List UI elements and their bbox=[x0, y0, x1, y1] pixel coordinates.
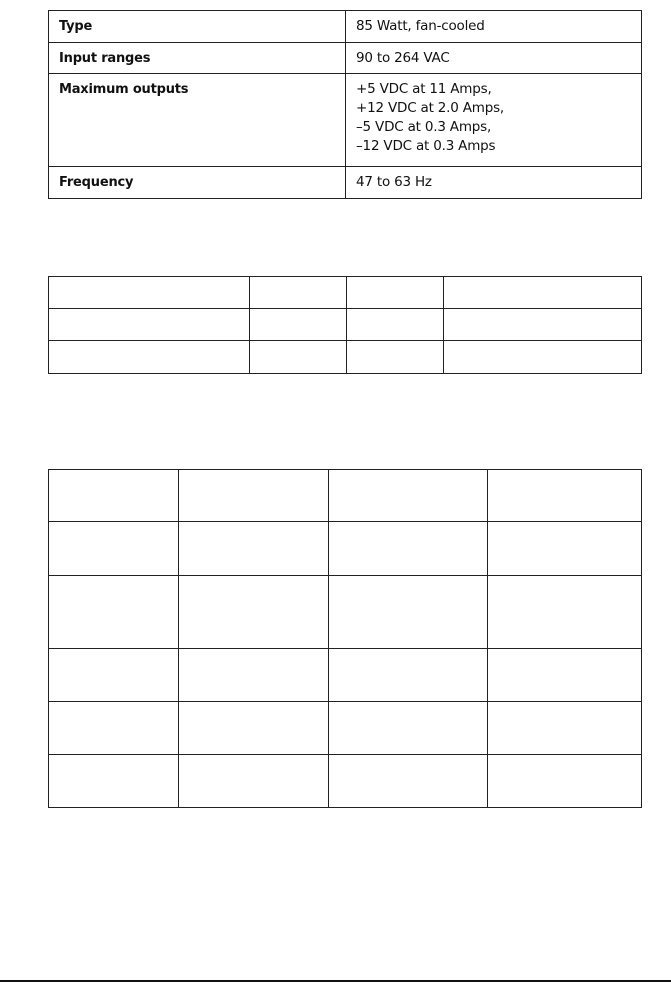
table-cell bbox=[488, 649, 642, 702]
table-cell bbox=[49, 649, 179, 702]
table-cell bbox=[179, 576, 329, 649]
spec-value-line: 90 to 264 VAC bbox=[356, 50, 450, 66]
table-cell bbox=[444, 341, 642, 374]
table-cell bbox=[488, 755, 642, 808]
table-row bbox=[49, 11, 642, 43]
spec-value-frequency bbox=[346, 167, 642, 199]
table-cell bbox=[179, 522, 329, 576]
table-row bbox=[49, 755, 642, 808]
table-cell bbox=[329, 576, 488, 649]
table-cell bbox=[329, 755, 488, 808]
table-cell bbox=[488, 470, 642, 522]
spec-value-maximum-outputs bbox=[346, 74, 642, 167]
table-cell bbox=[179, 755, 329, 808]
spec-value-line: 47 to 63 Hz bbox=[356, 174, 432, 190]
table-cell bbox=[179, 470, 329, 522]
table-cell bbox=[329, 470, 488, 522]
spec-value-line: +5 VDC at 11 Amps, bbox=[356, 81, 492, 97]
table-row bbox=[49, 341, 642, 374]
table-cell bbox=[250, 341, 347, 374]
spec-value-line: –12 VDC at 0.3 Amps bbox=[356, 138, 496, 154]
table-cell bbox=[329, 522, 488, 576]
power-supply-spec-table bbox=[48, 10, 642, 199]
table-cell bbox=[444, 309, 642, 341]
table-row bbox=[49, 522, 642, 576]
table-cell bbox=[179, 649, 329, 702]
table-cell bbox=[49, 470, 179, 522]
spec-label-maximum-outputs: Maximum outputs bbox=[49, 74, 346, 167]
spec-value-line: +12 VDC at 2.0 Amps, bbox=[356, 100, 505, 116]
page-bottom-rule bbox=[0, 980, 671, 982]
table-cell bbox=[347, 309, 444, 341]
table-row bbox=[49, 43, 642, 74]
spec-label-type: Type bbox=[49, 11, 346, 43]
table-cell bbox=[49, 576, 179, 649]
table-cell bbox=[250, 309, 347, 341]
empty-table-1 bbox=[48, 276, 642, 374]
table-row bbox=[49, 702, 642, 755]
table-cell bbox=[49, 341, 250, 374]
table-cell bbox=[444, 277, 642, 309]
table-cell bbox=[49, 702, 179, 755]
table-cell bbox=[488, 576, 642, 649]
spec-label-input-ranges: Input ranges bbox=[49, 43, 346, 74]
table-cell bbox=[49, 522, 179, 576]
table-cell bbox=[488, 702, 642, 755]
table-row bbox=[49, 277, 642, 309]
table-row bbox=[49, 470, 642, 522]
spec-value-line: 85 Watt, fan-cooled bbox=[356, 18, 485, 34]
spec-value-line: –5 VDC at 0.3 Amps, bbox=[356, 119, 492, 135]
table-row bbox=[49, 309, 642, 341]
spec-label-frequency: Frequency bbox=[49, 167, 346, 199]
spec-value-type bbox=[346, 11, 642, 43]
spec-value-input-ranges bbox=[346, 43, 642, 74]
table-cell bbox=[347, 277, 444, 309]
table-cell bbox=[49, 309, 250, 341]
table-cell bbox=[49, 277, 250, 309]
table-cell bbox=[329, 649, 488, 702]
table-cell bbox=[329, 702, 488, 755]
table-row bbox=[49, 576, 642, 649]
table-cell bbox=[488, 522, 642, 576]
table-cell bbox=[250, 277, 347, 309]
table-row bbox=[49, 649, 642, 702]
table-row bbox=[49, 167, 642, 199]
table-cell bbox=[179, 702, 329, 755]
table-cell bbox=[347, 341, 444, 374]
table-row bbox=[49, 74, 642, 167]
table-cell bbox=[49, 755, 179, 808]
empty-table-2 bbox=[48, 469, 642, 808]
